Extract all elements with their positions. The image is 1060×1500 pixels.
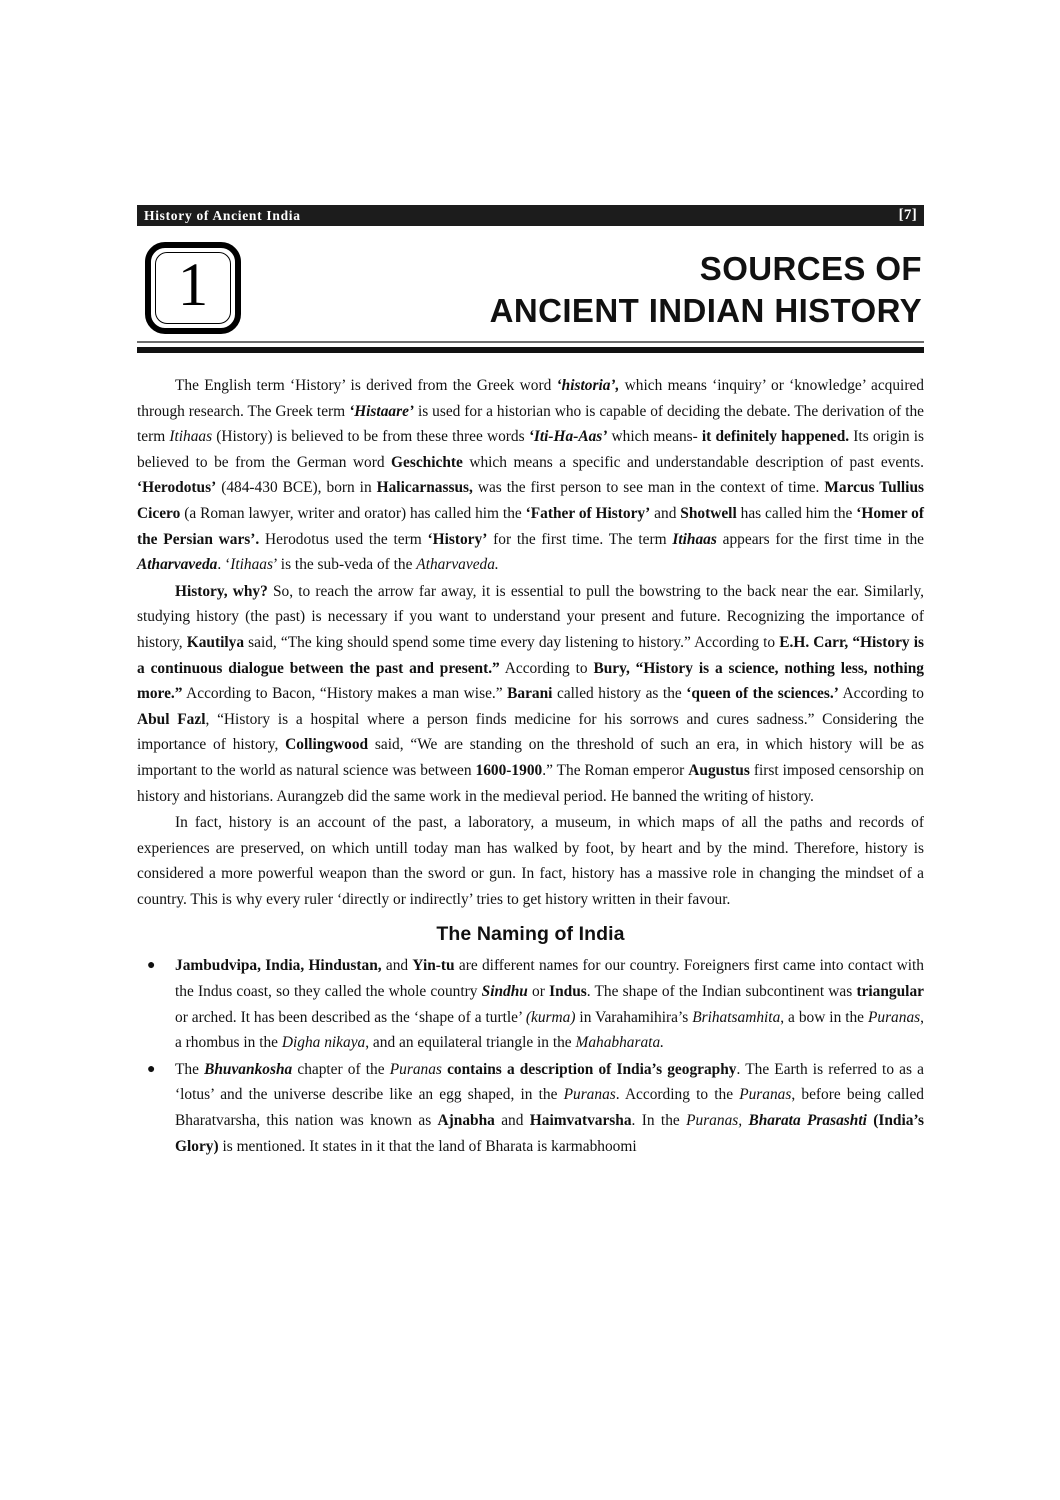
chapter-number-inner-frame <box>155 252 231 324</box>
divider-rule-thin <box>137 341 924 343</box>
page-number: [7] <box>898 207 917 223</box>
bullet-list <box>137 953 924 1159</box>
list-item: ● Jambudvipa, India, Hindustan, and Yin-tu are different names for our country. Foreigners first came into contact with the Indus coast, so they called the whole country Sindhu or Indus. The shape of the Indian subcontinent was triangular or arched. It has been described as the ‘shape of a turtle’ (kurma) in Varahamihira’s Brihatsamhita, a bow in the Puranas, a rhombus in the Digha nikaya, and an equilateral triangle in the Mahabharata. <box>137 953 924 1055</box>
chapter-title-line-2: ANCIENT INDIAN HISTORY <box>489 292 922 330</box>
paragraph-2: History, why? So, to reach the arrow far away, it is essential to pull the bowstring to the back near the ear. Similarly, studying history (the past) is necessary if you want to understand your present and future. Recognizing the importance of history, Kautilya said, “The king should spend some time every day listening to history.” According to E.H. Carr, “History is a continuous dialogue between the past and present.” According to Bury, “History is a science, nothing less, nothing more.” According to Bacon, “History makes a man wise.” Barani called history as the ‘queen of the sciences.’ According to Abul Fazl, “History is a hospital where a person finds medicine for his sorrows and cures sadness.” Considering the importance of history, Collingwood said, “We are standing on the threshold of such an era, in which history will be as important to the world as natural science was between 1600-1900.” The Roman emperor Augustus first imposed censorship on history and historians. Aurangzeb did the same work in the medieval period. He banned the writing of history. <box>137 582 924 805</box>
chapter-number: 1 <box>177 252 209 319</box>
paragraph-1: The English term ‘History’ is derived from the Greek word ‘historia’, which means ‘inquiry’ or ‘knowledge’ acquired through research. The Greek term ‘Histaare’ is used for a historian who is capable of deciding the debate. The derivation of the term Itihaas (History) is believed to be from these three words ‘Iti-Ha-Aas’ which means- it definitely happened. Its origin is believed to be from the German word Geschichte which means a specific and understandable description of past events. ‘Herodotus’ (484-430 BCE), born in Halicarnassus, was the first person to see man in the context of time. Marcus Tullius Cicero (a Roman lawyer, writer and orator) has called him the ‘Father of History’ and Shotwell has called him the ‘Homer of the Persian wars’. Herodotus used the term ‘History’ for the first time. The term Itihaas appears for the first time in the Atharvaveda. ‘Itihaas’ is the sub-veda of the Atharvaveda. <box>137 377 925 574</box>
list-item: ● The Bhuvankosha chapter of the Puranas contains a description of India’s geography. The Earth is referred to as a ‘lotus’ and the universe describe like an egg shaped, in the Puranas. According to the Puranas, before being called Bharatvarsha, this nation was known as Ajnabha and Haimvatvarsha. In the Puranas, Bharata Prasashti (India’s Glory) is mentioned. It states in it that the land of Bharata is karmabhoomi <box>137 1057 924 1159</box>
running-header-bar <box>137 205 924 226</box>
chapter-title <box>302 248 922 332</box>
chapter-number-box <box>145 242 241 334</box>
divider-rule-thick <box>137 347 924 353</box>
section-heading-naming-of-india: The Naming of India <box>436 923 625 946</box>
bullet-point-icon: ● <box>147 958 156 974</box>
bullet-point-icon: ● <box>147 1061 156 1077</box>
chapter-title-line-1: SOURCES OF <box>699 250 922 287</box>
running-header-title: History of Ancient India <box>144 207 301 223</box>
document-page <box>137 205 924 1160</box>
body-text <box>137 373 924 1159</box>
chapter-heading-block <box>137 226 924 339</box>
paragraph-3: In fact, history is an account of the past, a laboratory, a museum, in which maps of all the paths and records of experiences are preserved, on which untill today man has walked by foot, by heart and by the mind. Therefore, history is considered a more powerful weapon than the sword or gun. In fact, history has a massive role in changing the mindset of a country. This is why every ruler ‘directly or indirectly’ tries to get history written in their favour. <box>137 814 924 908</box>
